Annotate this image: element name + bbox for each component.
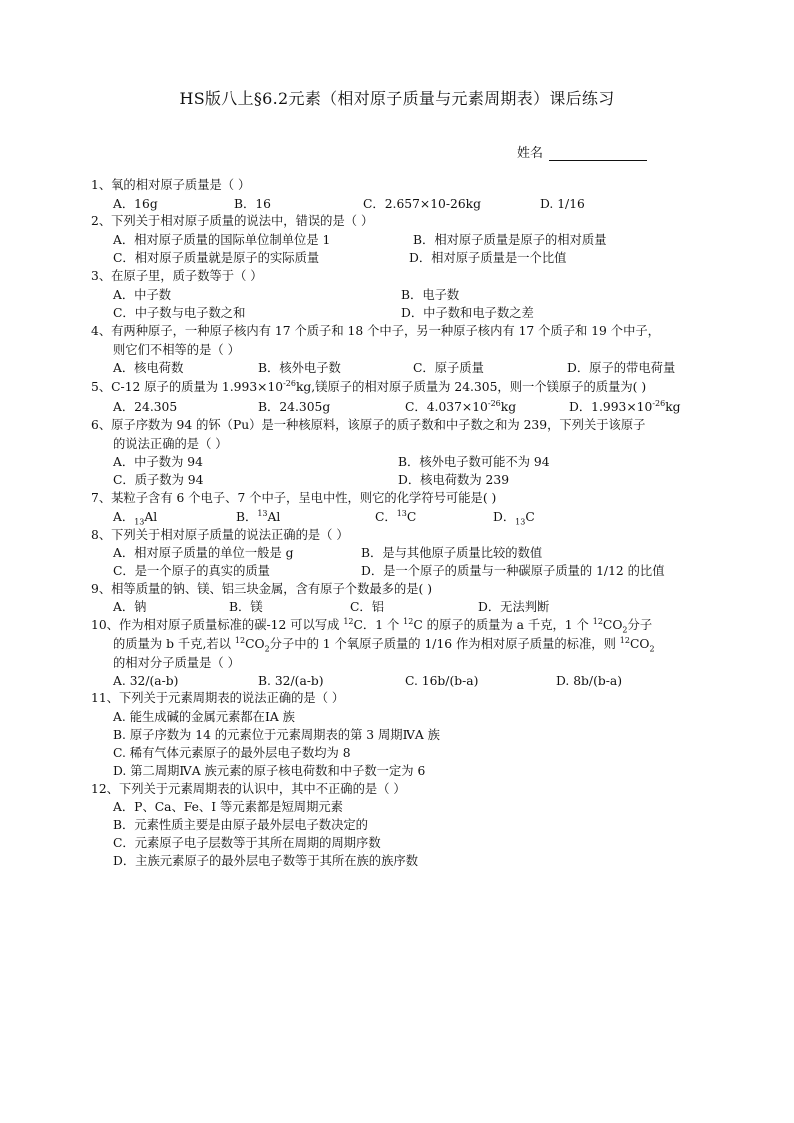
- question-10-option-d: D. 8b/(b-a): [556, 674, 623, 688]
- question-5-option-b: B．24.305g: [258, 400, 331, 414]
- question-9-option-a: A．钠: [113, 600, 147, 614]
- question-8-option-b: B．是与其他原子质量比较的数值: [361, 546, 543, 560]
- question-12-stem: 12、下列关于元素周期表的认识中，其中不正确的是（ ）: [91, 782, 406, 796]
- question-12-option-c: C．元素原子电子层数等于其所在周期的周期序数: [113, 836, 381, 850]
- question-10-option-b: B. 32/(a-b): [258, 674, 324, 688]
- question-6-stem: 6、原子序数为 94 的钚（Pu）是一种核原料，该原子的质子数和中子数之和为 239，下列关于该原子: [91, 418, 646, 432]
- question-6-option-a: A．中子数为 94: [113, 455, 203, 469]
- question-3-option-c: C．中子数与电子数之和: [113, 306, 246, 320]
- question-11-stem: 11、下列关于元素周期表的说法正确的是（ ）: [91, 691, 345, 705]
- question-1-option-d: D. 1/16: [540, 197, 585, 211]
- question-5-option-d: D．$1.993\times 10^{-26}kg$: [569, 398, 681, 414]
- question-9-option-c: C．铝: [350, 600, 385, 614]
- question-7-option-c: C．$^{13}$C: [375, 508, 417, 524]
- question-4-option-d: D．原子的带电荷量: [567, 361, 676, 375]
- question-4-stem-cont: 则它们不相等的是（ ）: [113, 343, 240, 357]
- question-9-option-d: D．无法判断: [478, 600, 550, 614]
- question-7-option-b: B．$^{13}$Al: [236, 508, 281, 524]
- question-7-stem: 7、某粒子含有 6 个电子、7 个中子，呈电中性，则它的化学符号可能是( ): [91, 491, 497, 505]
- question-9-option-b: B．镁: [229, 600, 263, 614]
- question-6-stem-cont: 的说法正确的是（ ）: [113, 437, 228, 451]
- question-5-option-a: A．24.305: [113, 400, 178, 414]
- question-8-stem: 8、下列关于相对原子质量的说法正确的是（ ）: [91, 528, 349, 542]
- question-11-option-a: A. 能生成碱的金属元素都在ⅠA 族: [113, 710, 295, 724]
- question-8-option-d: D．是一个原子的质量与一种碳原子质量的 1/12 的比值: [361, 564, 665, 578]
- question-8-option-a: A．相对原子质量的单位一般是 g: [113, 546, 294, 560]
- question-8-option-c: C．是一个原子的真实的质量: [113, 564, 270, 578]
- question-11-option-b: B. 原子序数为 14 的元素位于元素周期表的第 3 周期ⅣA 族: [113, 728, 440, 742]
- question-11-option-d: D. 第二周期ⅣA 族元素的原子核电荷数和中子数一定为 6: [113, 764, 426, 778]
- question-2-option-c: C．相对原子质量就是原子的实际质量: [113, 251, 320, 265]
- question-11-option-c: C. 稀有气体元素原子的最外层电子数均为 8: [113, 746, 351, 760]
- question-6-option-d: D．核电荷数为 239: [398, 473, 510, 487]
- question-12-option-b: B．元素性质主要是由原子最外层电子数决定的: [113, 818, 368, 832]
- question-1-option-c: C．2.657×10-26kg: [363, 197, 481, 211]
- question-4-option-c: C．原子质量: [413, 361, 484, 375]
- question-3-option-a: A．中子数: [113, 288, 172, 302]
- question-1-option-a: A．16g: [113, 197, 158, 211]
- question-3-option-b: B．电子数: [401, 288, 460, 302]
- name-label: 姓名: [517, 146, 544, 161]
- question-7-option-d: D．$_{13}$C: [493, 510, 535, 527]
- question-10-option-c: C. 16b/(b-a): [405, 674, 479, 688]
- question-10-stem-cont: 的质量为 b 千克,若以 $^{12}CO_2$分子中的 1 个氧原子质量的 1/16 作为相对原子质量的标准，则 $^{12}CO_2$: [113, 635, 655, 654]
- question-10-stem: 10、作为相对原子质量标准的碳-12 可以写成 $^{12}$C．1 个 $^{12}$C 的原子的质量为 a 千克，1 个 $^{12}CO_2$分子: [91, 616, 653, 635]
- question-5-stem: 5、C-12 原子的质量为 $1.993\times 10^{-26}kg$,镁原子的相对原子质量为 24.305，则一个镁原子的质量为( ): [91, 378, 647, 394]
- question-7-option-a: A．$_{13}$Al: [113, 510, 158, 527]
- question-2-option-b: B．相对原子质量是原子的相对质量: [413, 233, 607, 247]
- question-4-option-a: A．核电荷数: [113, 361, 184, 375]
- question-12-option-d: D．主族元素原子的最外层电子数等于其所在族的族序数: [113, 854, 418, 868]
- question-3-option-d: D．中子数和电子数之差: [401, 306, 534, 320]
- question-9-stem: 9、相等质量的钠、镁、铝三块金属，含有原子个数最多的是( ): [91, 582, 433, 596]
- name-blank[interactable]: [549, 147, 647, 161]
- question-4-stem: 4、有两种原子，一种原子核内有 17 个质子和 18 个中子，另一种原子核内有 17 个质子和 19 个中子，: [91, 324, 660, 338]
- name-field[interactable]: [517, 142, 647, 161]
- question-2-option-d: D．相对原子质量是一个比值: [409, 251, 567, 265]
- question-2-option-a: A．相对原子质量的国际单位制单位是 1: [113, 233, 331, 247]
- question-4-option-b: B．核外电子数: [258, 361, 341, 375]
- page-title: HS版八上§6.2元素（相对原子质量与元素周期表）课后练习: [179, 89, 615, 108]
- question-6-option-b: B．核外电子数可能不为 94: [398, 455, 550, 469]
- question-1-option-b: B．16: [234, 197, 271, 211]
- question-5-option-c: C．$4.037\times 10^{-26}kg$: [405, 398, 517, 414]
- question-3-stem: 3、在原子里，质子数等于（ ）: [91, 269, 263, 283]
- question-2-stem: 2、下列关于相对原子质量的说法中，错误的是（ ）: [91, 214, 374, 228]
- question-1-stem: 1、氧的相对原子质量是（ ）: [91, 178, 251, 192]
- question-10-option-a: A. 32/(a-b): [113, 674, 179, 688]
- question-12-option-a: A．P、Ca、Fe、I 等元素都是短周期元素: [113, 800, 343, 814]
- question-10-stem-end: 的相对分子质量是（ ）: [113, 656, 240, 670]
- question-6-option-c: C．质子数为 94: [113, 473, 204, 487]
